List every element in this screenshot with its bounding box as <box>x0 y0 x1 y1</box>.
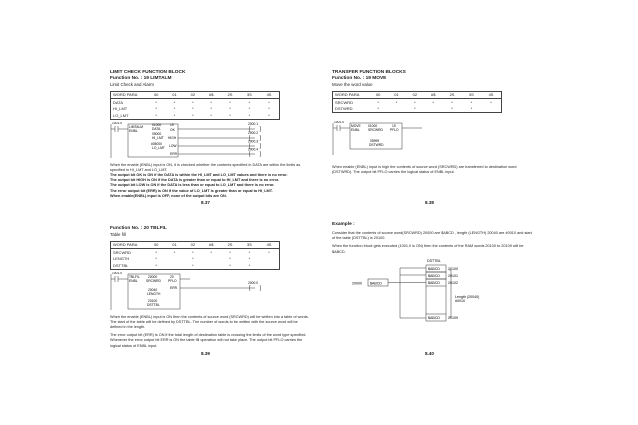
page-8-38 <box>332 70 532 175</box>
length-value: #0010 <box>455 299 465 303</box>
output-err: ERR <box>170 151 177 156</box>
table-row <box>111 262 280 269</box>
table-cell: * <box>268 112 270 118</box>
table-header: 3S <box>246 92 252 98</box>
table-value: $ABCD <box>428 281 440 285</box>
block-name: MOVE <box>351 124 361 128</box>
ladder-diagram-limtalm <box>110 122 310 160</box>
destination-label: DSTWRD <box>369 143 384 147</box>
table-cell: * <box>173 106 176 112</box>
row-label: LO_LMT <box>113 112 129 118</box>
table-cell: * <box>155 262 157 268</box>
table-cell: * <box>248 112 251 118</box>
data-address: 01000 <box>152 122 162 127</box>
coil-low: 2000.3 <box>248 139 259 143</box>
coil-high: 2000.2 <box>248 130 259 135</box>
page-number: 8.40 <box>425 351 434 356</box>
output-rule: When enable(ENBL) input is OFF, none of the output bits are ON. <box>110 193 227 198</box>
section-title: TRANSFER FUNCTION BLOCKS <box>332 70 406 75</box>
coil-ok: 2000.1 <box>248 121 259 126</box>
description-paragraph: When the enable (ENBL) input is ON then the contents of source word (SRCWRD) will be written into a table of words. The start of the table will be defined by DSTTBL. The number of words to be written with the source word will be defined in the length. <box>110 314 309 329</box>
table-row <box>111 99 280 106</box>
description-paragraph: Consider that the contents of source word(SRCWRD) 20000 are $ABCD , length (LENGTH) 20040 are #0010 and start of the table (DSTTBL) is 20100. <box>332 231 532 241</box>
length-address: 20040 <box>148 287 158 292</box>
hi-limit-address: 05000 <box>152 131 162 136</box>
page-8-40 <box>332 222 532 255</box>
pflo-label: PFLO <box>168 278 177 283</box>
dsttbl-label: DSTTBL <box>427 259 441 263</box>
coil-err: 2000.0 <box>248 280 259 285</box>
table-cell: * <box>229 99 231 105</box>
table-cell: * <box>248 99 251 105</box>
block-number: 19 <box>392 124 396 128</box>
table-cell: * <box>395 99 398 105</box>
table-cell <box>387 106 405 113</box>
enable-label: ENBL <box>129 128 138 133</box>
page-number: 8.37 <box>201 200 210 205</box>
row-label: LENGTH <box>113 256 130 262</box>
function-subtitle: Limit Check and Alarm <box>110 82 154 87</box>
table-cell: * <box>470 99 473 105</box>
table-cell: * <box>248 262 251 268</box>
table-cell: * <box>432 99 434 105</box>
table-cell <box>202 262 220 269</box>
table-cell: * <box>155 112 157 118</box>
description-paragraph: When the enable (ENBL) input is ON, it is checked whether the contents specified in DATA are within the limits as specified in HI_LMT and LO_LMT. <box>110 162 301 172</box>
description-paragraph: When enable (ENBL) input is high the contents of source word (SRCWRD) are transferred to destination word (DSTWRD). The output bit PFLO carries the logical status of ENBL input. <box>332 165 517 175</box>
page-8-39 <box>110 226 310 349</box>
table-header: WORD PARA <box>113 92 138 98</box>
table-cell: * <box>229 106 231 112</box>
row-label: SRCWRD <box>335 99 353 105</box>
word-parameter-table <box>110 241 280 270</box>
input-contact-label: 1001.0 <box>112 121 123 125</box>
source-label: SRCWRD <box>368 128 383 132</box>
table-header: 00 <box>153 242 159 248</box>
pflo-label: PFLO <box>390 128 399 132</box>
output-low: LOW <box>169 143 177 148</box>
table-cell: * <box>248 249 251 255</box>
table-address: 20101 <box>448 274 458 278</box>
page-number: 8.38 <box>425 200 434 205</box>
block-name: LIMTALM <box>129 124 144 129</box>
function-number: Function No. : 19 LIMTALM <box>110 76 172 81</box>
table-header: 4S <box>266 92 272 98</box>
table-cell: * <box>248 256 251 262</box>
lo-limit-address: #05000 <box>151 141 163 146</box>
table-address: 20109 <box>448 316 458 320</box>
source-label: SRCWRD <box>146 278 161 283</box>
function-subtitle: Move the word value <box>332 82 373 87</box>
table-header: WORD PARA <box>113 242 138 248</box>
ladder-diagram-tblfil <box>110 272 310 312</box>
table-address: 20100 <box>148 298 158 303</box>
table-header: 2S <box>449 92 455 98</box>
lo-limit-label: LO_LMT <box>152 145 165 150</box>
table-cell: * <box>192 249 194 255</box>
table-cell: * <box>451 99 453 105</box>
table-cell: * <box>192 99 194 105</box>
table-header: #$ <box>430 92 436 98</box>
input-contact-label: 1001.0 <box>112 271 123 275</box>
source-value: $ABCD <box>370 281 382 286</box>
table-cell: * <box>229 249 231 255</box>
table-cell: * <box>155 99 157 105</box>
table-cell <box>259 262 279 269</box>
table-cell: * <box>155 256 157 262</box>
table-header: 02 <box>190 92 196 98</box>
example-heading: Example : <box>332 222 355 227</box>
enable-label: ENBL <box>129 278 138 283</box>
source-address: 01000 <box>368 124 378 128</box>
err-label: ERR <box>170 285 177 290</box>
table-label: DSTTBL <box>147 302 160 307</box>
table-cell: * <box>229 112 231 118</box>
output-rule: The error output bit (ERR) is ON if the value of LO_LMT is greater than or equal to HI_LMT. <box>110 188 273 193</box>
output-rule: The output bit OK is ON if the DATA is within the HI_LMT and LO_LMT values and there is no error. <box>110 172 288 177</box>
table-cell: * <box>210 106 212 112</box>
row-label: DATA <box>113 99 124 105</box>
block-number: 20 <box>170 274 174 279</box>
table-cell: * <box>490 99 492 105</box>
table-row <box>111 249 280 256</box>
input-contact-label: 1001.0 <box>334 121 345 124</box>
ladder-diagram-move <box>332 121 532 157</box>
table-value: $ABCD <box>428 274 440 278</box>
table-cell: * <box>155 249 157 255</box>
table-header: 02 <box>412 92 418 98</box>
table-cell: * <box>192 262 194 268</box>
table-fill-example-diagram <box>332 258 532 328</box>
table-header: 00 <box>375 92 381 98</box>
table-header: 4S <box>266 242 272 248</box>
page-8-37 <box>110 70 310 199</box>
table-cell: * <box>192 106 194 112</box>
table-cell: * <box>268 249 270 255</box>
description-paragraph: When the function block gets executed (1001.0 is ON) then the contents of the RAM words 20100 to 20109 will be $ABCD. <box>332 244 524 254</box>
table-cell <box>424 106 442 113</box>
table-cell: * <box>248 106 251 112</box>
function-number: Function No. : 19 MOVE <box>332 76 387 81</box>
destination-address: 05999 <box>370 139 380 143</box>
table-header: #$ <box>208 92 214 98</box>
table-cell: * <box>210 249 212 255</box>
table-cell: * <box>414 106 416 112</box>
row-label: DSTTBL <box>113 262 129 268</box>
output-high: HIGH <box>168 135 177 140</box>
table-address: 20100 <box>448 267 458 271</box>
function-subtitle: Table fill <box>110 232 126 237</box>
table-header: WORD PARA <box>335 92 360 98</box>
row-label: SRCWRD <box>113 249 131 255</box>
row-label: HI_LMT <box>113 106 128 112</box>
table-header: 00 <box>153 92 159 98</box>
table-row <box>111 112 280 119</box>
hi-limit-label: HI_LMT <box>152 135 164 140</box>
coil-err: 2000.4 <box>248 147 259 151</box>
table-header: 01 <box>172 242 177 248</box>
enable-label: ENBL <box>351 128 360 132</box>
output-rule: The output bit HIGH is ON if the DATA is greater than or equal to HI_LMT and there is no error. <box>110 178 280 183</box>
length-label: LENGTH <box>147 291 161 296</box>
description-paragraph: The error output bit (ERR) is ON if the total length of destination table is crossing the limits of the word type specified. Whenever the error output bit ERR is ON the table fill operation will not take place. The output bit PFLO carries the logical status of ENBL input. <box>110 333 307 348</box>
table-cell: * <box>268 99 270 105</box>
table-value: $ABCD <box>428 316 440 320</box>
table-cell: * <box>173 112 176 118</box>
table-header: 01 <box>394 92 399 98</box>
table-cell: * <box>173 99 176 105</box>
table-cell: * <box>377 99 379 105</box>
table-cell: * <box>229 256 231 262</box>
page-number: 8.39 <box>201 351 210 356</box>
table-cell: * <box>173 249 176 255</box>
table-cell: * <box>451 106 453 112</box>
table-cell: * <box>470 106 473 112</box>
source-address: 20000 <box>148 274 158 279</box>
table-cell <box>481 106 501 113</box>
table-cell: * <box>192 112 194 118</box>
table-cell: * <box>414 99 416 105</box>
table-cell: * <box>229 262 231 268</box>
table-header: #$ <box>208 242 214 248</box>
output-rule: The output bit LOW is ON if the DATA is less than or equal to LO_LMT and there is no error. <box>110 183 275 188</box>
table-header: 3S <box>468 92 474 98</box>
function-number: Function No. : 20 TBLFIL <box>110 226 167 231</box>
table-cell: * <box>192 256 194 262</box>
table-header: 02 <box>190 242 196 248</box>
table-header: 2S <box>227 92 233 98</box>
block-name: TBLFIL <box>129 274 140 279</box>
table-header: 01 <box>172 92 177 98</box>
row-label: DSTWRD <box>335 106 353 112</box>
table-value: $ABCD <box>428 267 440 271</box>
length-label: Length (20040) <box>455 295 480 299</box>
word-parameter-table <box>110 91 280 120</box>
table-cell: * <box>210 112 212 118</box>
table-header: 2S <box>227 242 233 248</box>
table-header: 3S <box>246 242 252 248</box>
table-header: 4S <box>488 92 494 98</box>
table-address: 20102 <box>448 281 458 285</box>
table-cell <box>165 262 183 269</box>
output-ok: OK <box>170 127 175 132</box>
table-cell: * <box>210 99 212 105</box>
table-row <box>333 99 502 106</box>
block-number: 19 <box>170 122 174 127</box>
data-label: DATA <box>152 126 161 131</box>
table-cell: * <box>268 106 270 112</box>
source-address: 20000 <box>352 281 362 286</box>
table-cell: * <box>155 106 157 112</box>
table-row <box>333 106 502 113</box>
section-title: LIMIT CHECK FUNCTION BLOCK <box>110 70 186 75</box>
table-cell: * <box>377 106 379 112</box>
word-parameter-table <box>332 91 502 114</box>
